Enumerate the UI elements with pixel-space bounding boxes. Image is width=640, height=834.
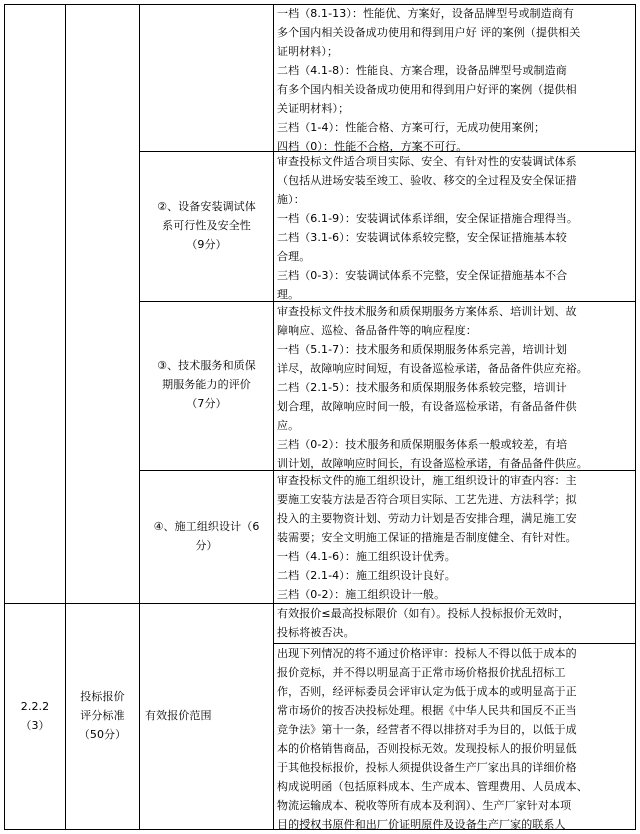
text-line: 施）：	[277, 193, 305, 206]
item-label	[145, 706, 272, 725]
text-line: 详尽，故障响应时间短，有设备巡检承诺，备品备件供应充裕。	[277, 362, 588, 375]
row1-criteria	[277, 4, 633, 156]
text-line: 多个国内相关设备成功使用和得到用户好 评的案例（提供相关	[277, 26, 581, 39]
text-line: 应。	[277, 419, 300, 432]
text-line: 三档（0-2）：技术服务和质保期服务体系一般或较差，有培	[277, 438, 568, 451]
text-line: 有多个国内相关设备成功使用和得到用户好评的案例（提供相	[277, 83, 577, 96]
section-number-line: 2.2.2	[20, 700, 50, 713]
text-line: 出现下列情况的将不通过价格评审：投标人不得以低于成本的	[277, 647, 577, 660]
text-line: 训计划，故障响应时间长，有设备巡检承诺，有备品备件供应。	[277, 457, 588, 470]
label-line: 系可行性及安全性	[162, 219, 251, 232]
text-line: 审查投标文件适合项目实际、安全、有针对性的安装调试体系	[277, 155, 577, 168]
label-line: （9分）	[186, 238, 227, 251]
label-line: 分）	[195, 539, 218, 552]
price-review-box	[277, 644, 633, 834]
text-line: 一档（6.1-9）：安装调试体系详细，安全保证措施合理得当。	[277, 212, 578, 225]
text-line: 常市场价的按否决投标处理。根据《中华人民共和国反不正当	[277, 704, 577, 717]
text-line: 要施工安装方法是否符合项目实际、工艺先进、方法科学；拟	[277, 493, 577, 506]
text-line: 三档（0-3）：安装调试体系不完整，安全保证措施基本不合	[277, 269, 568, 282]
row2-criteria	[277, 152, 633, 304]
text-line: 二档（2.1-4）：施工组织设计良好。	[277, 569, 456, 582]
text-line: 竞争法》第十一条，经营者不得以排挤对手为目的，以低于成	[277, 723, 577, 736]
text-line: 于其他投标报价，投标人须提供设备生产厂家出具的详细价格	[277, 761, 577, 774]
label-line: ②、设备安装调试体	[157, 200, 256, 213]
section-title-line: 评分标准	[80, 709, 125, 722]
section-title-line: 投标报价	[80, 690, 125, 703]
text-line: 一档（5.1-7）：技术服务和质保期服务体系完善，培训计划	[277, 343, 567, 356]
column-divider	[139, 4, 140, 830]
label-line: ④、施工组织设计（6	[153, 520, 260, 533]
text-line: 审查投标文件的施工组织设计，施工组织设计的审查内容：主	[277, 474, 577, 487]
section-title-line: （50分）	[78, 728, 127, 741]
row3-label	[141, 356, 272, 413]
text-line: 二档（4.1-8）：性能良、方案合理，设备品牌型号或制造商	[277, 64, 567, 77]
text-line: 一档（8.1-13）：性能优、方案好，设备品牌型号或制造商有	[277, 7, 574, 20]
text-line: 关证明材料）；	[277, 102, 350, 115]
text-line: 理。	[277, 288, 300, 301]
text-line: 装需要；安全文明施工保证的措施是否制度健全、有针对性。	[277, 531, 577, 544]
text-line: 二档（2.1-5）：技术服务和质保期服务体系较完整，培训计	[277, 381, 567, 394]
text-line: 构成说明函（包括原料成本、生产成本、管理费用、人员成本、	[277, 780, 588, 793]
row4-label	[141, 517, 272, 555]
text-line: 二档（3.1-6）：安装调试体系较完整，安全保证措施基本较	[277, 231, 567, 244]
text-line: 审查投标文件技术服务和质保期服务方案体系、培训计划、故	[277, 305, 577, 318]
label-line: （7分）	[186, 397, 227, 410]
label-line: 期服务能力的评价	[162, 378, 251, 391]
valid-bid-box	[277, 604, 633, 642]
text-line: 物流运输成本、税收等所有成本及利润）、生产厂家针对本项	[277, 799, 572, 812]
row4-criteria	[277, 471, 633, 604]
text-line: 报价竞标，并不得以明显高于正常市场价格报价扰乱招标工	[277, 666, 566, 679]
column-divider	[273, 4, 274, 830]
text-line: 一档（4.1-6）：施工组织设计优秀。	[277, 550, 456, 563]
text-line: （包括从进场安装至竣工、验收、移交的全过程及安全保证措	[277, 174, 577, 187]
text-line: 障响应、巡检、备品备件等的响应程度：	[277, 324, 477, 337]
row3-criteria	[277, 302, 633, 473]
text-line: 作，否则，经评标委员会评审认定为低于成本的或明显高于正	[277, 685, 577, 698]
table-border-right	[635, 4, 636, 830]
text-line: 划合理，故障响应时间一般，有设备巡检承诺，有备品备件供	[277, 400, 577, 413]
text-line: 三档（1-4）：性能合格、方案可行，无成功使用案例；	[277, 121, 546, 134]
text-line: 投入的主要物资计划、劳动力计划是否安排合理，满足施工安	[277, 512, 577, 525]
text-line: 本的价格销售商品，否则投标无效。发现投标人的报价明显低	[277, 742, 577, 755]
section-number-line: （3）	[20, 719, 50, 732]
text-line: 目的授权书原件和出厂价证明原件及设备生产厂家的联系人	[277, 818, 566, 831]
text-line: 三档（0-2）：施工组织设计一般。	[277, 588, 446, 601]
text-line: 投标将被否决。	[277, 626, 355, 639]
text-line: 有效报价≤最高投标限价（如有）。投标人投标报价无效时，	[277, 607, 570, 620]
row2-label	[141, 197, 272, 254]
text-line: 合理。	[277, 250, 311, 263]
section-title	[66, 687, 139, 744]
text-line: 证明材料）；	[277, 45, 339, 58]
section-number	[5, 697, 65, 735]
label-line: ③、技术服务和质保	[157, 359, 256, 372]
item-label-text: 有效报价范围	[145, 709, 212, 722]
text-line: 四档（0）：性能不合格，方案不可行。	[277, 140, 468, 153]
